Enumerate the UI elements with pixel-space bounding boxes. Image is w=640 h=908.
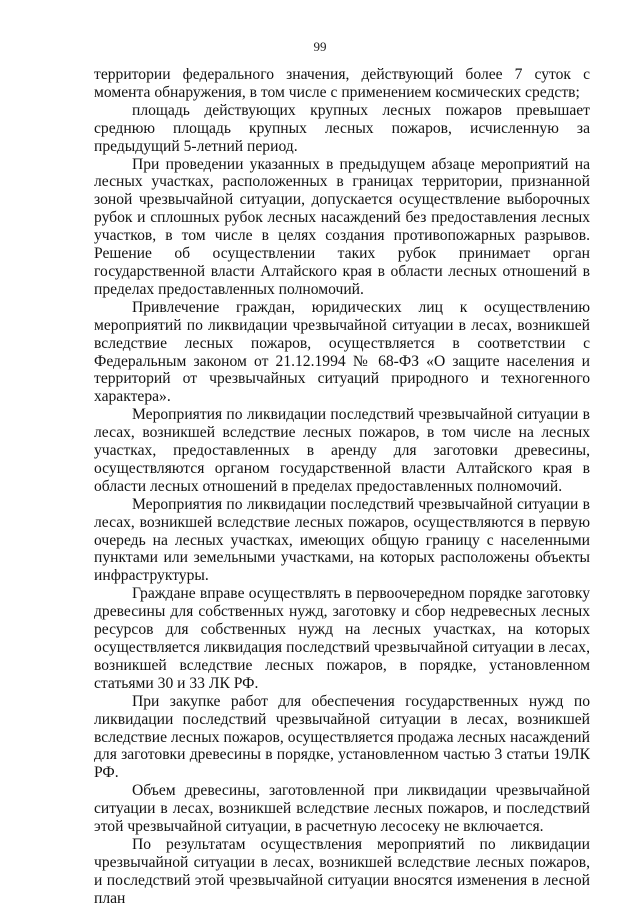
paragraph: При закупке работ для обеспечения государственных нужд по ликвидации последствий чрезвычайной ситуации в лесах, возникшей вследствие лесных пожаров, осуществляется продажа лесных насаждений для заготовки древесины в порядке, установленном частью 3 статьи 19ЛК РФ. [94, 692, 590, 782]
paragraph: Мероприятия по ликвидации последствий чрезвычайной ситуации в лесах, возникшей вследствие лесных пожаров, осуществляются в первую очередь на лесных участках, имеющих общую границу с населенными пунктами или земельными участками, на которых расположены объекты инфраструктуры. [94, 495, 590, 585]
paragraph-continuation: территории федерального значения, действующий более 7 суток с момента обнаружения, в том числе с применением космических средств; [94, 66, 590, 101]
document-body [94, 66, 590, 908]
paragraph: площадь действующих крупных лесных пожаров превышает среднюю площадь крупных лесных пожаров, исчисленную за предыдущий 5-летний период. [94, 101, 590, 155]
paragraph: Мероприятия по ликвидации последствий чрезвычайной ситуации в лесах, возникшей вследствие лесных пожаров, в том числе на лесных участках, предоставленных в аренду для заготовки древесины, осуществляются органом государственной власти Алтайского края в области лесных отношений в пределах предоставленных полномочий. [94, 406, 590, 495]
page-number: 99 [313, 39, 327, 54]
paragraph: Граждане вправе осуществлять в первоочередном порядке заготовку древесины для собственных нужд, заготовку и сбор недревесных лесных ресурсов для собственных нужд на лесных участках, на которых осуществляется ликвидация последствий чрезвычайной ситуации в лесах, возникшей вследствие лесных пожаров, в порядке, установленном статьями 30 и 33 ЛК РФ. [94, 585, 590, 692]
paragraph: Объем древесины, заготовленной при ликвидации чрезвычайной ситуации в лесах, возникшей вследствие лесных пожаров, и последствий этой чрезвычайной ситуации, в расчетную лесосеку не включается. [94, 782, 590, 836]
paragraph: При проведении указанных в предыдущем абзаце мероприятий на лесных участках, расположенных в границах территории, признанной зоной чрезвычайной ситуации, допускается осуществление выборочных рубок и сплошных рубок лесных насаждений без предоставления лесных участков, в том числе в целях создания противопожарных разрывов. Решение об осуществлении таких рубок принимает орган государственной власти Алтайского края в области лесных отношений в пределах предоставленных полномочий. [94, 155, 590, 298]
paragraph: Привлечение граждан, юридических лиц к осуществлению мероприятий по ликвидации чрезвычайной ситуации в лесах, возникшей вследствие лесных пожаров, осуществляется в соответствии с Федеральным законом от 21.12.1994 № 68-ФЗ «О защите населения и территорий от чрезвычайных ситуаций природного и техногенного характера». [94, 298, 590, 406]
paragraph: По результатам осуществления мероприятий по ликвидации чрезвычайной ситуации в лесах, возникшей вследствие лесных пожаров, и последствий этой чрезвычайной ситуации вносятся изменения в лесной план [94, 835, 590, 907]
